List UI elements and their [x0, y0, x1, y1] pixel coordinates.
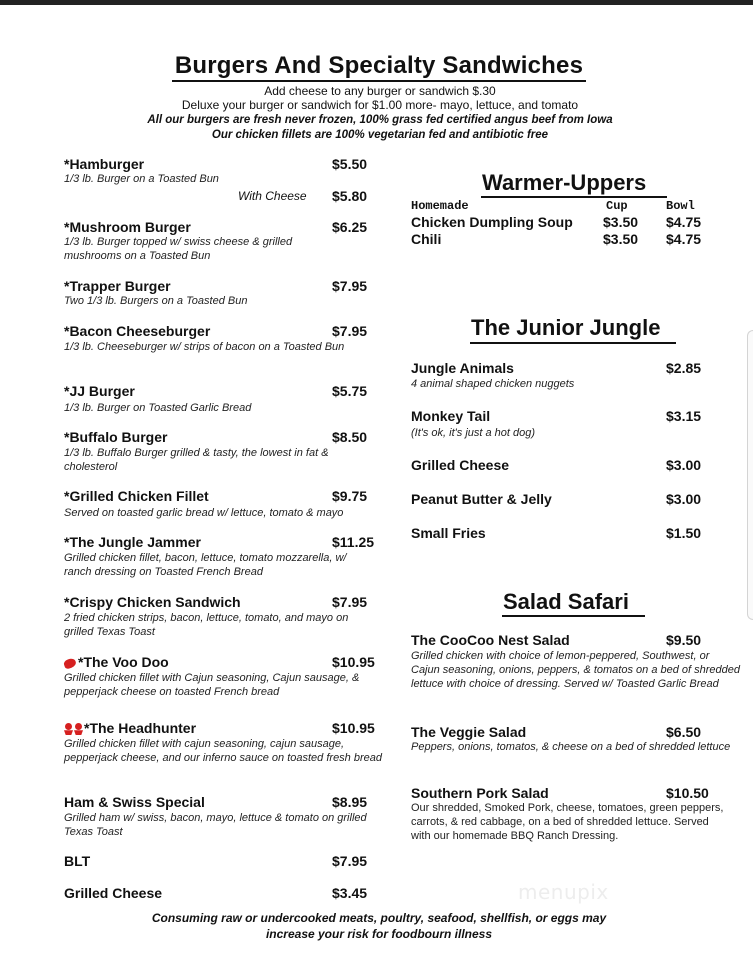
menu-item-desc: Peppers, onions, tomatos, & cheese on a bed of shredded lettuce	[411, 741, 731, 753]
with-cheese-price: $5.80	[332, 188, 368, 204]
menu-item-price: $3.45	[332, 885, 368, 901]
soup-cup-price: $3.50	[603, 214, 639, 230]
menu-item-name: *Mushroom Burger	[64, 219, 191, 235]
menu-item-name: *Trapper Burger	[64, 278, 171, 294]
menu-item-price: $1.50	[666, 525, 702, 541]
with-cheese-label: With Cheese	[238, 189, 307, 203]
menu-item-price: $8.95	[332, 794, 368, 810]
food-safety-warning-line-2: increase your risk for foodbourn illness	[265, 927, 493, 941]
section-title-warmer-uppers: Warmer-Uppers	[482, 170, 647, 195]
menu-item-desc: 1/3 lb. Burger on Toasted Garlic Bread	[64, 402, 252, 414]
soup-bowl-price: $4.75	[666, 214, 702, 230]
section-underline	[470, 342, 676, 344]
menu-item-name: *The Jungle Jammer	[64, 534, 201, 550]
menu-item-desc: Our shredded, Smoked Pork, cheese, tomatoes, green peppers, carrots, & red cabbage, on a bed of shredded lettuce. Served with our homemade BBQ Ranch Dressing.	[411, 802, 724, 842]
menu-item-desc: Grilled chicken fillet with cajun seasoning, cajun sausage, pepperjack cheese, and our inferno sauce on toasted fresh bread	[64, 738, 382, 764]
menu-item-name: Small Fries	[411, 525, 486, 541]
menu-item-price: $7.95	[332, 853, 368, 869]
menu-item-name: Grilled Cheese	[411, 457, 510, 473]
menu-item-desc: Grilled chicken fillet, bacon, lettuce, tomato mozzarella, w/ ranch dressing on Toasted French Bread	[64, 552, 347, 578]
menu-item-name: *Bacon Cheeseburger	[64, 323, 211, 339]
menu-item-name: *Crispy Chicken Sandwich	[64, 594, 241, 610]
menu-item-name: Ham & Swiss Special	[64, 794, 205, 810]
menu-item-price: $5.75	[332, 383, 368, 399]
section-title-junior-jungle: The Junior Jungle	[471, 315, 661, 340]
hot-pepper-icon	[63, 657, 77, 670]
menu-item-price: $10.95	[332, 654, 375, 670]
section-underline	[502, 615, 645, 617]
menu-item-price: $7.95	[332, 323, 368, 339]
top-edge-bar	[0, 0, 753, 5]
menu-item-name: The CooCoo Nest Salad	[411, 632, 570, 648]
menu-item-price: $3.15	[666, 408, 702, 424]
title-underline	[172, 80, 586, 82]
menu-item-desc: Grilled chicken fillet with Cajun seasoning, Cajun sausage, & pepperjack cheese on toasted French bread	[64, 672, 360, 698]
menu-item-name: *Hamburger	[64, 156, 145, 172]
page-title: Burgers And Specialty Sandwiches	[174, 52, 584, 79]
menu-item-price: $6.25	[332, 219, 368, 235]
menu-item-price: $3.00	[666, 457, 702, 473]
section-title-salad-safari: Salad Safari	[503, 589, 629, 614]
menu-item-name: The Veggie Salad	[411, 724, 527, 740]
header-line-cheese: Add cheese to any burger or sandwich $.30	[264, 84, 496, 98]
soup-col-homemade: Homemade	[411, 199, 469, 213]
menu-item-name: *Buffalo Burger	[64, 429, 168, 445]
menu-item-name: Southern Pork Salad	[411, 785, 549, 801]
menu-item-name-text: *The Voo Doo	[78, 654, 169, 670]
menu-item-name: BLT	[64, 853, 91, 869]
menu-item-price: $9.50	[666, 632, 702, 648]
menu-item-desc: 4 animal shaped chicken nuggets	[411, 378, 575, 390]
header-line-deluxe: Deluxe your burger or sandwich for $1.00 more- mayo, lettuce, and tomato	[181, 98, 579, 112]
soup-name: Chili	[411, 231, 442, 247]
soup-bowl-price: $4.75	[666, 231, 702, 247]
menu-item-name-text: *The Headhunter	[84, 720, 197, 736]
menu-item-name	[64, 720, 196, 736]
menu-item-desc: 2 fried chicken strips, bacon, lettuce, tomato, and mayo on grilled Texas Toast	[64, 612, 349, 638]
menu-item-price: $9.75	[332, 488, 368, 504]
menu-item-name: *JJ Burger	[64, 383, 135, 399]
soup-name: Chicken Dumpling Soup	[411, 214, 573, 230]
menu-item-name: Peanut Butter & Jelly	[411, 491, 552, 507]
watermark-logo: menupix	[518, 880, 609, 904]
food-safety-warning: Consuming raw or undercooked meats, poultry, seafood, shellfish, or eggs may	[151, 911, 607, 925]
menu-item-desc: Grilled ham w/ swiss, bacon, mayo, lettuce & tomato on grilled Texas Toast	[64, 812, 367, 838]
menu-item-price: $8.50	[332, 429, 368, 445]
menu-item-name: Monkey Tail	[411, 408, 491, 424]
scroll-handle[interactable]	[747, 330, 753, 620]
menu-item-price: $11.25	[332, 534, 375, 550]
menu-item-name: *Grilled Chicken Fillet	[64, 488, 209, 504]
menu-item-price: $5.50	[332, 156, 368, 172]
skull-icon	[64, 723, 73, 735]
header-line-chicken: Our chicken fillets are 100% vegetarian fed and antibiotic free	[211, 129, 549, 141]
menu-item-name: Jungle Animals	[411, 360, 514, 376]
menu-item-desc: Two 1/3 lb. Burgers on a Toasted Bun	[64, 295, 248, 307]
menu-item-desc: Grilled chicken with choice of lemon-peppered, Southwest, or Cajun seasoning, onions, peppers, & tomatos on a bed of shredded lettuce with choice of dressing. Served w/ Toasted Garlic Bread	[411, 650, 741, 690]
soup-col-cup: Cup	[606, 199, 628, 213]
menu-item-name: Grilled Cheese	[64, 885, 163, 901]
header-line-beef: All our burgers are fresh never frozen, 100% grass fed certified angus beef from Iowa	[147, 114, 613, 126]
menu-item-desc: 1/3 lb. Cheeseburger w/ strips of bacon on a Toasted Bun	[64, 341, 345, 353]
menu-item-price: $7.95	[332, 278, 368, 294]
menu-item-desc: 1/3 lb. Buffalo Burger grilled & tasty, the lowest in fat & cholesterol	[64, 447, 329, 473]
menu-item-name	[64, 654, 169, 670]
menu-item-desc: 1/3 lb. Burger topped w/ swiss cheese & grilled mushrooms on a Toasted Bun	[64, 236, 293, 262]
section-underline	[481, 196, 667, 198]
menu-item-desc: (It's ok, it's just a hot dog)	[411, 427, 536, 439]
soup-cup-price: $3.50	[603, 231, 639, 247]
menu-item-price: $2.85	[666, 360, 702, 376]
soup-col-bowl: Bowl	[666, 199, 695, 213]
menu-item-desc: 1/3 lb. Burger on a Toasted Bun	[64, 173, 219, 185]
skull-icon	[74, 723, 83, 735]
menu-item-price: $3.00	[666, 491, 702, 507]
menu-item-price: $7.95	[332, 594, 368, 610]
menu-item-price: $6.50	[666, 724, 702, 740]
menu-item-price: $10.95	[332, 720, 375, 736]
menu-item-desc: Served on toasted garlic bread w/ lettuce, tomato & mayo	[64, 507, 344, 519]
menu-item-price: $10.50	[666, 785, 709, 801]
